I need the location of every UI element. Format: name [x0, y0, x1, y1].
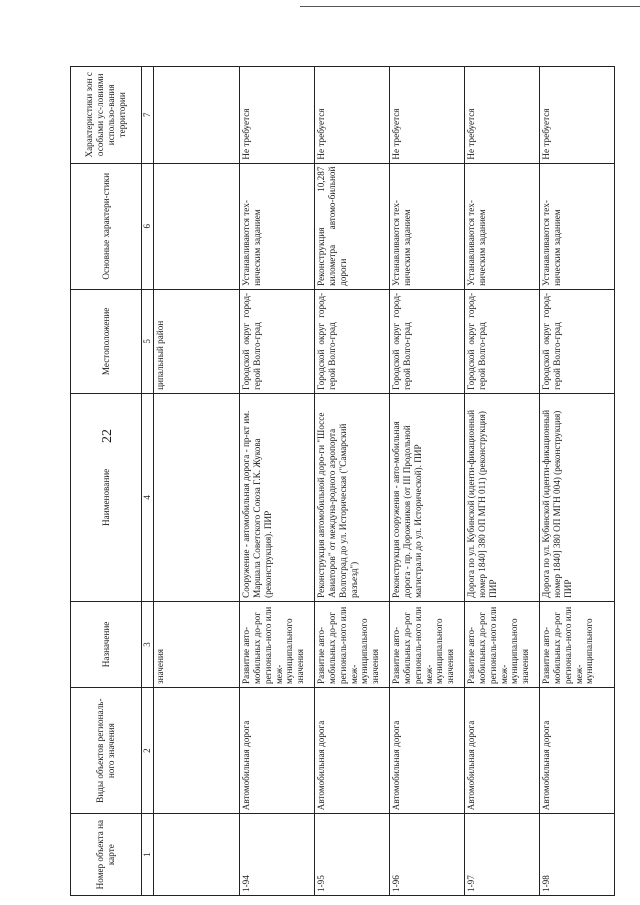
column-number: 6	[142, 163, 154, 289]
column-number: 7	[142, 67, 154, 164]
object-location: Городской округ город-герой Волго-град	[240, 289, 315, 393]
object-location: Городской округ город-герой Волго-град	[390, 289, 465, 393]
column-number: 2	[142, 688, 154, 814]
rotated-table-container	[70, 66, 615, 896]
object-location: Городской округ город-герой Волго-град	[465, 289, 540, 393]
object-number: 1-96	[390, 814, 465, 896]
column-number: 4	[142, 393, 154, 601]
object-name: Дорога по ул. Кубинской (иденти-фикационный номер 1840] 380 ОП МГН 011) (реконструкция) ПИР	[465, 393, 540, 601]
object-characteristics: Устанавливаются тех-ническим заданием	[465, 163, 540, 289]
column-number: 5	[142, 289, 154, 393]
top-rule	[300, 6, 640, 7]
column-number-row	[142, 67, 154, 896]
column-number: 1	[142, 814, 154, 896]
header-cell: Характеристики зон с особыми ус-ловиями использо-вания территории	[71, 67, 142, 164]
object-number: 1-95	[315, 814, 390, 896]
page-number: 22	[100, 429, 115, 443]
object-zones: Не требуется	[465, 67, 540, 164]
object-number: 1-94	[240, 814, 315, 896]
object-purpose: Развитие авто-мобильных до-рог региональ-ного или меж-муниципального	[540, 601, 615, 687]
object-type: Автомобильная дорога	[390, 688, 465, 814]
object-zones: Не требуется	[390, 67, 465, 164]
column-number: 3	[142, 601, 154, 687]
object-characteristics: Устанавливаются тех-ническим заданием	[240, 163, 315, 289]
object-type: Автомобильная дорога	[465, 688, 540, 814]
section-left: значения	[153, 601, 239, 687]
object-zones: Не требуется	[540, 67, 615, 164]
header-cell: Основные характери-стики	[71, 163, 142, 289]
object-type: Автомобильная дорога	[315, 688, 390, 814]
object-characteristics: Реконструкция 10,287 километра автомо-бильной дороги	[315, 163, 390, 289]
object-location: Городской округ город-герой Волго-град	[540, 289, 615, 393]
object-purpose: Развитие авто-мобильных до-рог региональ-ного или меж-муниципального значения	[240, 601, 315, 687]
table-row	[390, 67, 465, 896]
object-zones: Не требуется	[240, 67, 315, 164]
object-name: Дорога по ул. Кубинской (иденти-фикационный номер 1840] 380 ОП МГН 004) (реконструкция) ПИР	[540, 393, 615, 601]
object-name: Реконструкция автомобильной доро-ги "Шоссе Авиаторов" от междуна-родного аэропорта Волгоград до ул. Историческая ("Самарский разъезд")	[315, 393, 390, 601]
header-cell: Виды объектов региональ-ного значения	[71, 688, 142, 814]
header-cell: Назначение	[71, 601, 142, 687]
object-characteristics: Устанавливаются тех-ническим заданием	[540, 163, 615, 289]
object-name: Реконструкция сооружения - авто-мобильная дорога - пр. Дорожников (от III Продольной магистрали до ул. Исторической). ПИР	[390, 393, 465, 601]
section-row	[153, 67, 239, 896]
header-cell: Номер объекта на карте	[71, 814, 142, 896]
header-cell: Местоположение	[71, 289, 142, 393]
table-row	[315, 67, 390, 896]
header-row	[71, 67, 142, 896]
table-row	[540, 67, 615, 896]
table-row	[465, 67, 540, 896]
object-purpose: Развитие авто-мобильных до-рог региональ-ного или меж-муниципального значения	[315, 601, 390, 687]
object-zones: Не требуется	[315, 67, 390, 164]
table-row	[240, 67, 315, 896]
object-type: Автомобильная дорога	[240, 688, 315, 814]
objects-table	[70, 66, 615, 896]
object-purpose: Развитие авто-мобильных до-рог региональ-ного или меж-муниципального значения	[465, 601, 540, 687]
object-number: 1-98	[540, 814, 615, 896]
section-right: ципальный район	[153, 289, 239, 393]
object-purpose: Развитие авто-мобильных до-рог региональ-ного или меж-муниципального значения	[390, 601, 465, 687]
object-type: Автомобильная дорога	[540, 688, 615, 814]
object-location: Городской округ город-герой Волго-град	[315, 289, 390, 393]
object-name: Сооружение - автомобильная дорога - пр-кт им. Маршала Советского Союза Г.К. Жукова (реконструкция). ПИР	[240, 393, 315, 601]
object-number: 1-97	[465, 814, 540, 896]
object-characteristics: Устанавливаются тех-ническим заданием	[390, 163, 465, 289]
header-cell: Наименование	[71, 393, 142, 601]
